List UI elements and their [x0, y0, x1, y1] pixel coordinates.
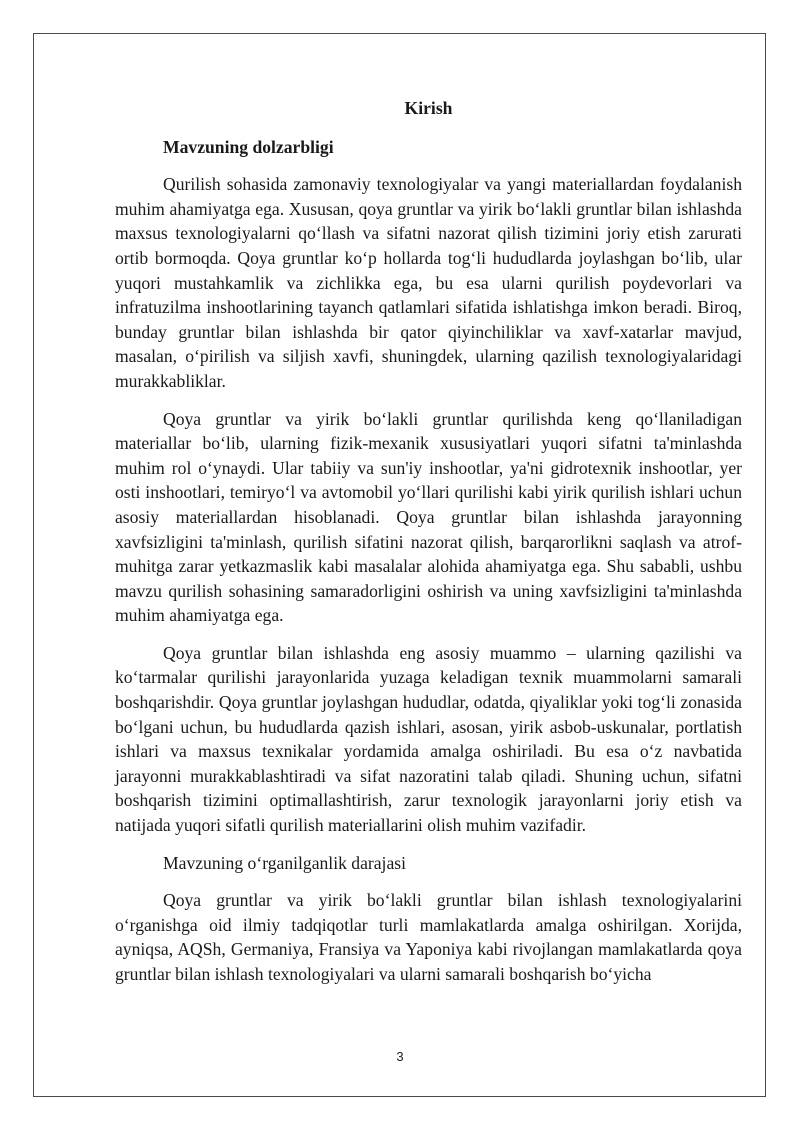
section-heading-relevance: Mavzuning dolzarbligi: [163, 136, 334, 157]
paragraph-4: Qoya gruntlar va yirik bo‘lakli gruntlar bilan ishlash texnologiyalarini o‘rganishga oid ilmiy tadqiqotlar turli mamlakatlarda amalga oshirilgan. Xorijda, ayniqsa, AQSh, Germaniya, Fransiya va Yaponiya kabi rivojlangan mamlakatlarda qoya gruntlar bilan ishlash texnologiyalari va ularni samarali boshqarish bo‘yicha: [115, 890, 742, 984]
paragraph-2: Qoya gruntlar va yirik bo‘lakli gruntlar qurilishda keng qo‘llaniladigan materiallar bo‘lib, ularning fizik-mexanik xususiyatlari yuqori sifatni ta'minlashda muhim rol o‘ynaydi. Ular tabiiy va sun'iy inshootlar, ya'ni gidrotexnik inshootlar, yer osti inshootlari, temiryo‘l va avtomobil yo‘llari qurilishi kabi yirik qurilish ishlari uchun asosiy materiallardan hisoblanadi. Qoya gruntlar bilan ishlashda jarayonning xavfsizligini ta'minlash, qurilish sifatini nazorat qilish, barqarorlikni saqlash va atrof-muhitga zarar yetkazmaslik kabi masalalar alohida ahamiyatga ega. Shu sababli, ushbu mavzu qurilish sohasining samaradorligini oshirish va uning xavfsizligini ta'minlashda muhim ahamiyatga ega.: [115, 408, 742, 626]
document-body: [115, 96, 742, 984]
section-heading-study-level: Mavzuning o‘rganilganlik darajasi: [163, 852, 406, 873]
paragraph-1: Qurilish sohasida zamonaviy texnologiyalar va yangi materiallardan foydalanish muhim ahamiyatga ega. Xususan, qoya gruntlar va yirik bo‘lakli gruntlar bilan ishlashda maxsus texnologiyalarni qo‘llash va sifatni nazorat qilish tizimini joriy etish zarurati ortib bormoqda. Qoya gruntlar ko‘p hollarda tog‘li hududlarda joylashgan bo‘lib, ular yuqori mustahkamlik va zichlikka ega, bu esa ularni qurilish poydevorlari va infratuzilma inshootlarining tayanch qatlamlari sifatida ishlatishga imkon beradi. Biroq, bunday gruntlar bilan ishlashda bir qator qiyinchiliklar va xavf-xatarlar mavjud, masalan, o‘pirilish va siljish xavfi, shuningdek, ularning qazilish texnologiyalaridagi murakkabliklar.: [115, 174, 742, 391]
document-title: Kirish: [404, 98, 453, 118]
paragraph-3: Qoya gruntlar bilan ishlashda eng asosiy muammo – ularning qazilishi va ko‘tarmalar qurilishi jarayonlarida yuzaga keladigan texnik muammolarni samarali boshqarishdir. Qoya gruntlar joylashgan hududlar, odatda, qiyaliklar yoki tog‘li zonasida bo‘lgani uchun, bu hududlarda qazish ishlari, asosan, yirik asbob-uskunalar, portlatish ishlari va maxsus texnikalar yordamida amalga oshiriladi. Bu esa o‘z navbatida jarayonni murakkablashtiradi va sifat nazoratini talab qiladi. Shuning uchun, sifatni boshqarish tizimini optimallashtirish, zarur texnologik jarayonlarni joriy etish va natijada yuqori sifatli qurilish materiallarini olish muhim vazifadir.: [115, 642, 742, 836]
page-number: 3: [396, 1049, 404, 1064]
